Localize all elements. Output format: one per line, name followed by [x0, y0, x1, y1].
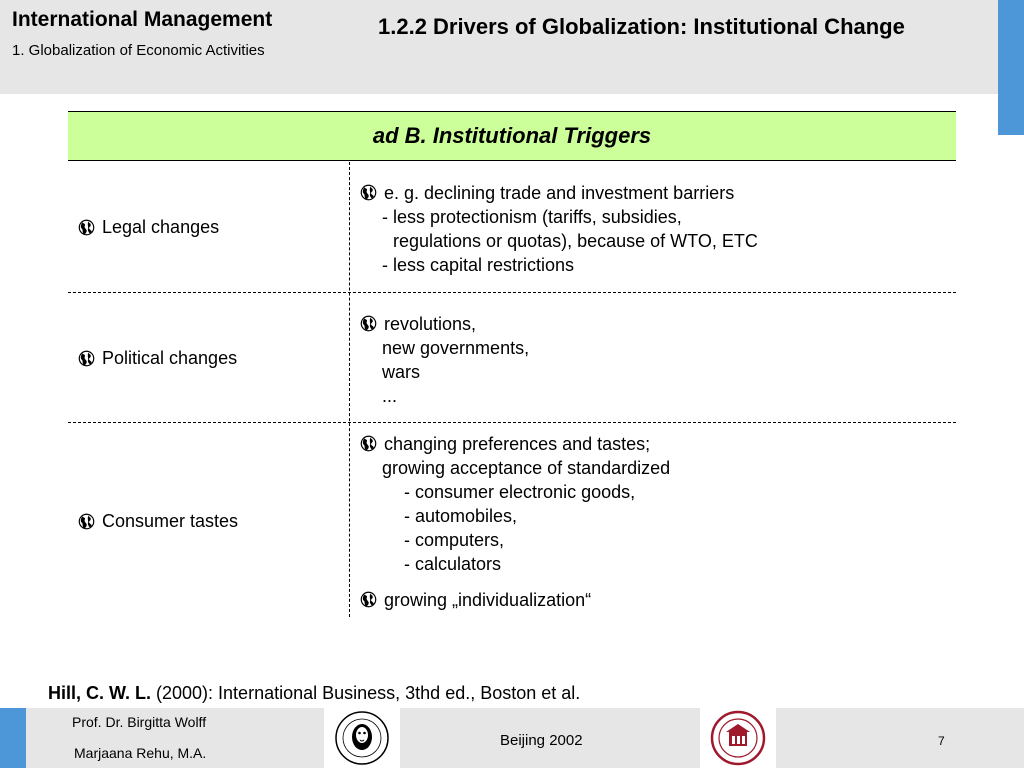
detail-line: - calculators	[404, 554, 502, 574]
column-divider	[349, 162, 350, 617]
row-details-political	[360, 312, 529, 408]
reference-author: Hill, C. W. L.	[48, 683, 151, 703]
table-heading-band	[68, 111, 956, 161]
detail-text: e. g. declining trade and investment barriers	[384, 183, 735, 203]
footer-accent-bar	[0, 708, 26, 768]
reference-citation	[48, 683, 580, 704]
globe-icon	[78, 350, 95, 367]
slide-title: 1.2.2 Drivers of Globalization: Institutional Change	[378, 14, 905, 39]
presenter-name: Marjaana Rehu, M.A.	[74, 745, 207, 761]
course-title: International Management	[12, 8, 273, 31]
row-divider	[68, 292, 956, 293]
university-seal-logo	[327, 710, 397, 766]
detail-line: ...	[382, 386, 398, 406]
row-details-legal	[360, 181, 758, 277]
detail-line	[360, 432, 670, 456]
detail-line: - computers,	[404, 530, 505, 550]
header-accent-bar	[998, 0, 1024, 135]
detail-line	[360, 588, 591, 612]
detail-text: changing preferences and tastes;	[384, 434, 651, 454]
reference-text: (2000): International Business, 3thd ed., Boston et al.	[156, 683, 581, 703]
row-label-consumer	[78, 511, 238, 532]
row-label-political	[78, 348, 237, 369]
course-subtitle: 1. Globalization of Economic Activities	[12, 42, 265, 59]
detail-line: wars	[382, 362, 421, 382]
globe-icon	[78, 219, 95, 236]
detail-text: revolutions,	[384, 314, 477, 334]
page-number: 7	[938, 734, 945, 748]
globe-icon	[360, 435, 377, 452]
row-label-text: Political changes	[102, 348, 238, 368]
row-label-text: Legal changes	[102, 217, 220, 237]
detail-line: - less capital restrictions	[382, 255, 575, 275]
globe-icon	[360, 184, 377, 201]
globe-icon	[360, 591, 377, 608]
row-label-legal	[78, 217, 219, 238]
event-label: Beijing 2002	[500, 732, 583, 749]
presenter-name: Prof. Dr. Birgitta Wolff	[72, 714, 207, 730]
detail-line: - automobiles,	[404, 506, 518, 526]
detail-line: regulations or quotas), because of WTO, ETC	[393, 231, 758, 251]
detail-text: growing „individualization“	[384, 590, 592, 610]
detail-line	[360, 312, 529, 336]
detail-line: new governments,	[382, 338, 530, 358]
globe-icon	[78, 513, 95, 530]
row-details-consumer-extra	[360, 588, 591, 612]
bnu-seal-logo	[703, 710, 773, 766]
detail-line	[360, 181, 758, 205]
row-label-text: Consumer tastes	[102, 511, 239, 531]
detail-line: growing acceptance of standardized	[382, 458, 671, 478]
row-details-consumer	[360, 432, 670, 576]
detail-line: - less protectionism (tariffs, subsidies,	[382, 207, 682, 227]
row-divider	[68, 422, 956, 423]
table-heading: ad B. Institutional Triggers	[372, 123, 652, 148]
globe-icon	[360, 315, 377, 332]
detail-line: - consumer electronic goods,	[404, 482, 636, 502]
